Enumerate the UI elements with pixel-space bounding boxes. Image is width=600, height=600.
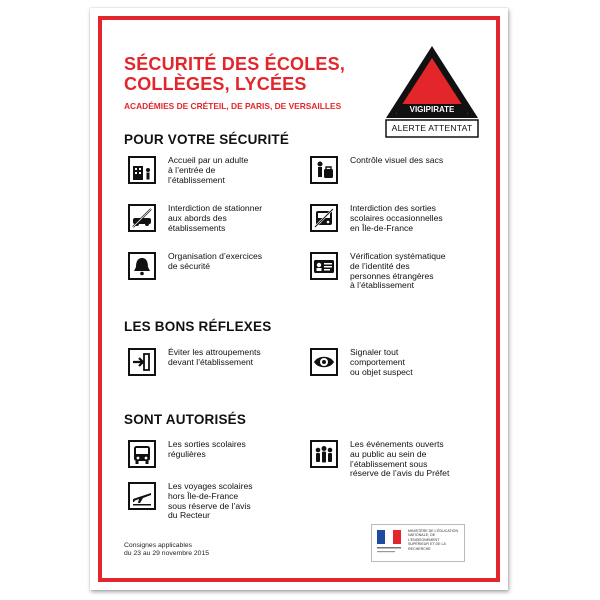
no-parking-icon (128, 204, 156, 232)
item-text: Éviter les attroupements devant l’établissement (168, 347, 261, 367)
list-item (128, 252, 262, 280)
list-item (128, 156, 248, 185)
item-text: Les événements ouverts au public au sein de l’établissement sous réserve de l’avis du Préfet (350, 439, 450, 479)
poster-sheet (90, 8, 508, 590)
list-item (310, 156, 443, 184)
section-heading-allowed: SONT AUTORISÉS (124, 412, 247, 427)
bus-icon (128, 440, 156, 468)
id-card-icon (310, 252, 338, 280)
crowd-icon (310, 440, 338, 468)
building-person-icon (128, 156, 156, 184)
list-item (128, 204, 262, 233)
exit-arrow-icon (128, 348, 156, 376)
government-label: MINISTÈRE DE L’ÉDUCATION NATIONALE, DE L’ENSEIGNEMENT SUPÉRIEUR ET DE LA RECHERCHE (408, 529, 459, 551)
item-text: Vérification systématique de l’identité des personnes étrangères à l’établissement (350, 251, 446, 291)
list-item (128, 348, 261, 376)
item-text: Organisation d’exercices de sécurité (168, 251, 263, 271)
item-text: Interdiction des sorties scolaires occasionnelles en Île-de-France (350, 203, 443, 233)
item-text: Signaler tout comportement ou objet suspect (350, 347, 413, 377)
list-item (128, 482, 253, 521)
alarm-bell-icon (128, 252, 156, 280)
airplane-icon (128, 482, 156, 510)
section-heading-reflexes: LES BONS RÉFLEXES (124, 319, 272, 334)
marianne-flag-icon (375, 526, 405, 560)
list-item (310, 252, 446, 291)
eye-icon (310, 348, 338, 376)
footer-note: Consignes applicables du 23 au 29 novembre 2015 (124, 542, 210, 557)
bag-check-icon (310, 156, 338, 184)
list-item (310, 348, 413, 377)
list-item (128, 440, 246, 468)
vigipirate-tagline: ALERTE ATTENTAT (391, 123, 473, 133)
vigipirate-wordmark: VIGIPIRATE (409, 105, 455, 114)
section-heading-security: POUR VOTRE SÉCURITÉ (124, 132, 290, 147)
item-text: Interdiction de stationner aux abords des établissements (168, 203, 263, 233)
government-logo (371, 524, 465, 562)
item-text: Les sorties scolaires régulières (168, 439, 246, 459)
poster-title: SÉCURITÉ DES ÉCOLES, COLLÈGES, LYCÉES (124, 54, 346, 94)
item-text: Les voyages scolaires hors Île-de-France sous réserve de l’avis du Recteur (168, 481, 253, 521)
list-item (310, 204, 443, 233)
list-item (310, 440, 449, 479)
no-bus-icon (310, 204, 338, 232)
poster-subtitle: ACADÉMIES DE CRÉTEIL, DE PARIS, DE VERSAILLES (124, 101, 342, 111)
item-text: Contrôle visuel des sacs (350, 155, 444, 165)
item-text: Accueil par un adulte à l’entrée de l’établissement (168, 155, 249, 185)
